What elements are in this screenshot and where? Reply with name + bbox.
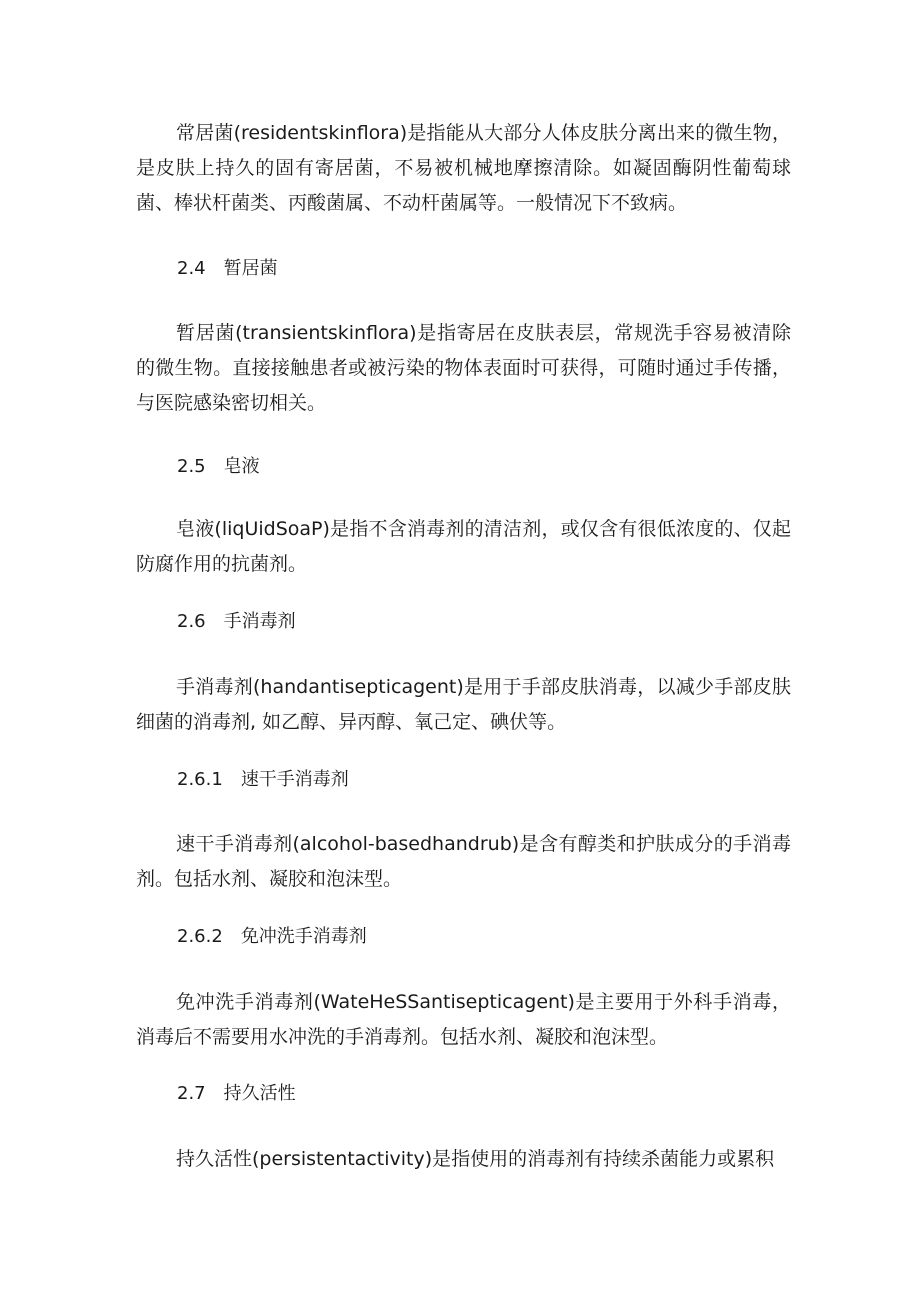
heading-title: 皂液 [223,456,260,477]
heading-2-5 [177,455,260,479]
heading-title: 速干手消毒剂 [240,769,349,790]
paragraph-persistent-activity: 持久活性(persistentactivity)是指使用的消毒剂有持续杀菌能力或累积 [176,1148,775,1170]
heading-number: 2.6 [177,611,206,632]
heading-2-7 [177,1082,296,1106]
heading-2-6-2 [177,925,367,949]
heading-2-6-1 [177,768,349,792]
heading-2-6 [177,610,296,634]
heading-number: 2.4 [177,258,206,279]
paragraph-hand-antiseptic: 手消毒剂(handantisepticagent)是用于手部皮肤消毒，以减少手部皮肤细菌的消毒剂, 如乙醇、异丙醇、氧己定、碘伏等。 [136,676,791,733]
paragraph-resident-flora: 常居菌(residentskinflora)是指能从大部分人体皮肤分离出来的微生物，是皮肤上持久的固有寄居菌，不易被机械地摩擦清除。如凝固酶阴性葡萄球菌、棒状杆菌类、丙酸菌属、不动杆菌属等。一般情况下不致病。 [136,122,791,214]
paragraph-waterless-antiseptic: 免冲洗手消毒剂(WateHeSSantisepticagent)是主要用于外科手消毒，消毒后不需要用水冲洗的手消毒剂。包括水剂、凝胶和泡沫型。 [136,991,791,1048]
heading-number: 2.7 [177,1083,206,1104]
paragraph-liquid-soap: 皂液(liqUidSoaP)是指不含消毒剂的清洁剂，或仅含有很低浓度的、仅起防腐作用的抗菌剂。 [136,518,791,575]
paragraph-alcohol-handrub: 速干手消毒剂(alcohol-basedhandrub)是含有醇类和护肤成分的手消毒剂。包括水剂、凝胶和泡沫型。 [136,833,791,890]
heading-number: 2.6.1 [177,769,223,790]
heading-2-4 [177,257,278,281]
heading-number: 2.6.2 [177,926,223,947]
heading-number: 2.5 [177,456,206,477]
heading-title: 暂居菌 [223,258,278,279]
heading-title: 手消毒剂 [223,611,296,632]
paragraph-transient-flora: 暂居菌(transientskinflora)是指寄居在皮肤表层，常规洗手容易被清除的微生物。直接接触患者或被污染的物体表面时可获得，可随时通过手传播，与医院感染密切相关。 [136,322,791,414]
heading-title: 免冲洗手消毒剂 [240,926,367,947]
heading-title: 持久活性 [223,1083,296,1104]
